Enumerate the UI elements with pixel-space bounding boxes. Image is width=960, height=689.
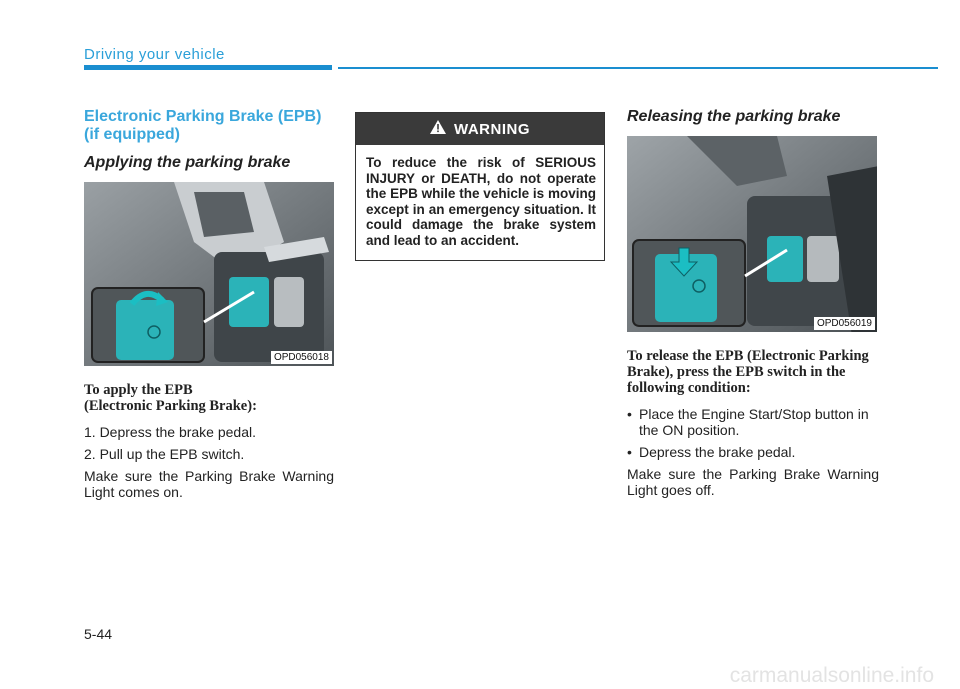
apply-step-2: 2. Pull up the EPB switch. [84, 446, 245, 462]
apply-step-1: 1. Depress the brake pedal. [84, 424, 256, 440]
warning-title: WARNING [454, 120, 530, 138]
warning-triangle-icon [430, 120, 446, 138]
apply-note: Make sure the Parking Brake Warning Light comes on. [84, 468, 334, 500]
release-condition-1: • Place the Engine Start/Stop button in the ON position. [627, 406, 879, 438]
epb-heading: Electronic Parking Brake (EPB) (if equipped) [84, 108, 322, 143]
header-rule-thin [338, 67, 938, 69]
apply-instruction-title: To apply the EPB (Electronic Parking Brake): [84, 382, 257, 414]
apply-photo [84, 182, 334, 366]
column-warning [355, 112, 605, 261]
watermark: carmanualsonline.info [729, 664, 934, 687]
release-condition-2: • Depress the brake pedal. [627, 444, 879, 460]
warning-box [355, 112, 605, 261]
header-rule-thick [84, 65, 332, 70]
warning-text: To reduce the risk of SERIOUS INJURY or DEATH, do not operate the EPB while the vehicle is moving except in an emergency situation. It could damage the brake system and lead to an accident. [366, 155, 596, 248]
release-subheading: Releasing the parking brake [627, 108, 841, 125]
warning-header [356, 113, 604, 145]
column-release [627, 108, 879, 504]
apply-subheading: Applying the parking brake [84, 154, 291, 171]
apply-image-code: OPD056018 [271, 351, 332, 364]
release-conditions [627, 406, 879, 460]
page-number: 5-44 [84, 626, 113, 642]
release-note: Make sure the Parking Brake Warning Light goes off. [627, 466, 879, 498]
release-instruction-title: To release the EPB (Electronic Parking Brake), press the EPB switch in the following condition: [627, 348, 869, 396]
section-title: Driving your vehicle [84, 46, 225, 63]
release-image-code: OPD056019 [814, 317, 875, 330]
column-apply [84, 108, 334, 506]
release-photo [627, 136, 877, 332]
